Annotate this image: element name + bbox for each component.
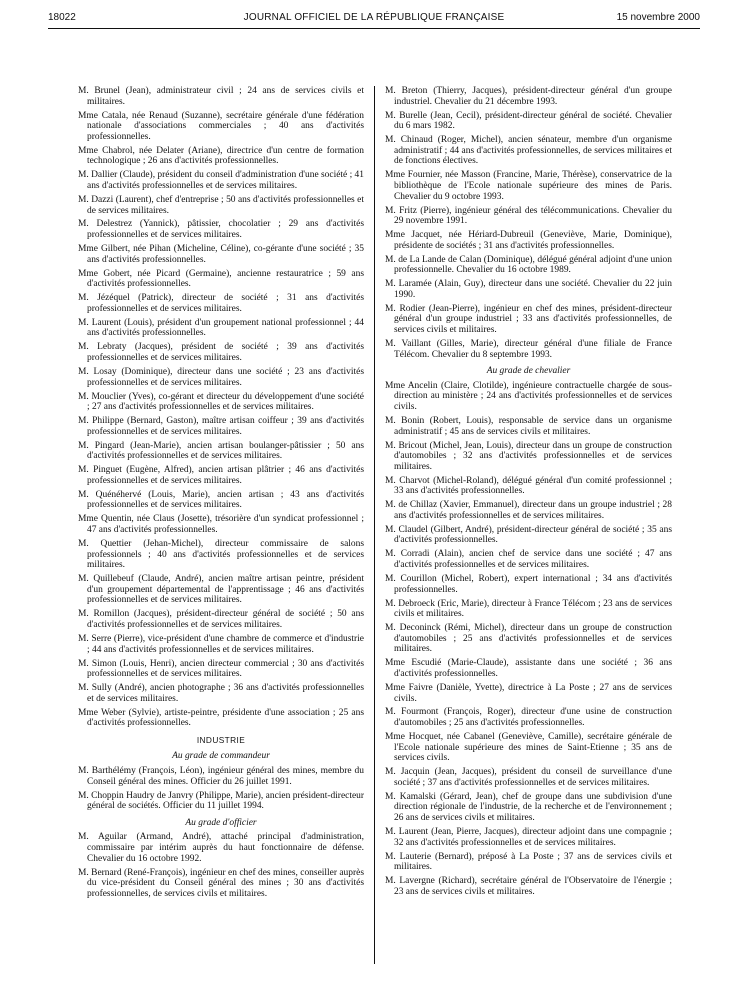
grade-heading-chevalier: Au grade de chevalier [486, 366, 571, 377]
list-item: Mme Hocquet, née Cabanel (Geneviève, Camille), secrétaire générale de l'Ecole nationale supérieure des mines de Saint-Etienne ; 35 ans de services civils. [385, 732, 672, 764]
list-item: M. Choppin Haudry de Janvry (Philippe, Marie), ancien président-directeur général de sociétés. Officier du 11 juillet 1994. [78, 790, 364, 812]
list-item: M. de Chillaz (Xavier, Emmanuel), directeur dans un groupe industriel ; 28 ans d'activités professionnelles et de services militaires. [385, 500, 672, 521]
section-title: INDUSTRIE [196, 734, 246, 745]
list-item: M. Simon (Louis, Henri), ancien directeur commercial ; 30 ans d'activités professionnelles et de services militaires. [78, 658, 364, 680]
list-item: M. Mouclier (Yves), co-gérant et directeur du développement d'une société ; 27 ans d'activités professionnelles et de services militaires. [78, 391, 364, 413]
list-item: Mme Gilbert, née Pihan (Micheline, Céline), co-gérante d'une société ; 35 ans d'activités professionnelles. [78, 244, 364, 265]
list-item: M. Barthélémy (François, Léon), ingénieur général des mines, membre du Conseil général des mines. Officier du 26 juillet 1991. [78, 766, 364, 787]
list-item: M. Courillon (Michel, Robert), expert international ; 34 ans d'activités professionnelles. [385, 574, 672, 595]
list-item: M. Claudel (Gilbert, André), président-directeur général de société ; 35 ans d'activités professionnelles. [385, 524, 672, 546]
list-item: M. Bonin (Robert, Louis), responsable de service dans un organisme administratif ; 45 ans de services civils et militaires. [385, 415, 672, 437]
list-item: M. Laramée (Alain, Guy), directeur dans une société. Chevalier du 22 juin 1990. [385, 279, 672, 300]
list-item: M. Bernard (René-François), ingénieur en chef des mines, conseiller auprès du vice-président du Conseil général des mines ; 30 ans d'activités professionnelles, de services civils et militaires. [78, 867, 364, 899]
right-column [385, 86, 672, 901]
list-item: M. Kamalski (Gérard, Jean), chef de groupe dans une subdivision d'une direction régionale de l'industrie, de la recherche et de l'environnement ; 26 ans de services civils et militaires. [385, 791, 672, 823]
list-item: M. Debroeck (Eric, Marie), directeur à France Télécom ; 23 ans de services civils et militaires. [385, 598, 672, 620]
issue-date: 15 novembre 2000 [616, 12, 700, 23]
list-item: M. Deconinck (Rémi, Michel), directeur dans un groupe de construction d'automobiles ; 25 ans d'activités professionnelles et de services militaires. [385, 623, 672, 655]
list-item: M. Lauterie (Bernard), préposé à La Poste ; 37 ans de services civils et militaires. [385, 851, 672, 873]
column-divider [374, 86, 375, 964]
page-number: 18022 [48, 12, 76, 23]
list-item: Mme Quentin, née Claus (Josette), trésorière d'un syndicat professionnel ; 47 ans d'activités professionnelles. [78, 514, 364, 536]
list-item: M. Charvot (Michel-Roland), délégué général d'un comité professionnel ; 33 ans d'activités professionnelles. [385, 475, 672, 497]
list-item: M. Quillebeuf (Claude, André), ancien maître artisan peintre, président d'un groupement départemental de l'apprentissage ; 46 ans d'activités professionnelles et de services militaires. [78, 574, 364, 606]
list-item: M. Delestrez (Yannick), pâtissier, chocolatier ; 29 ans d'activités professionnelles et de services militaires. [78, 219, 364, 241]
list-item: Mme Jacquet, née Hériard-Dubreuil (Geneviève, Marie, Dominique), présidente de sociétés ; 31 ans d'activités professionnelles. [385, 230, 672, 251]
list-item: M. Fritz (Pierre), ingénieur général des télécommunications. Chevalier du 29 novembre 1991. [385, 205, 672, 227]
left-column [78, 86, 364, 903]
list-item: M. Corradi (Alain), ancien chef de service dans une société ; 47 ans d'activités professionnelles et de services militaires. [385, 549, 672, 571]
list-item: Mme Weber (Sylvie), artiste-peintre, présidente d'une association ; 25 ans d'activités professionnelles. [78, 707, 364, 729]
list-item: M. de La Lande de Calan (Dominique), délégué général adjoint d'une union professionnelle. Chevalier du 16 octobre 1989. [385, 254, 672, 276]
grade-heading-officier: Au grade d'officier [185, 817, 257, 828]
list-item: M. Dazzi (Laurent), chef d'entreprise ; 50 ans d'activités professionnelles et de services militaires. [78, 194, 364, 216]
page-header [0, 0, 748, 28]
list-officier [78, 832, 364, 899]
list-top-right [385, 86, 672, 360]
journal-title: JOURNAL OFFICIEL DE LA RÉPUBLIQUE FRANÇAISE [243, 12, 505, 23]
list-item: M. Philippe (Bernard, Gaston), maître artisan coiffeur ; 39 ans d'activités professionnelles et de services militaires. [78, 416, 364, 437]
list-item: M. Pinguet (Eugène, Alfred), ancien artisan plâtrier ; 46 ans d'activités professionnelles et de services militaires. [78, 465, 364, 486]
list-item: M. Lavergne (Richard), secrétaire général de l'Observatoire de l'énergie ; 23 ans de services civils et militaires. [385, 876, 672, 897]
list-item: M. Serre (Pierre), vice-président d'une chambre de commerce et d'industrie ; 44 ans d'activités professionnelles et de services militaires. [78, 633, 364, 655]
list-item: M. Sully (André), ancien photographe ; 36 ans d'activités professionnelles et de services militaires. [78, 683, 364, 704]
grade-heading-commandeur: Au grade de commandeur [172, 751, 270, 762]
list-item: Mme Escudié (Marie-Claude), assistante dans une société ; 36 ans d'activités professionnelles. [385, 658, 672, 679]
list-item: Mme Gobert, née Picard (Germaine), ancienne restauratrice ; 59 ans d'activités professionnelles. [78, 268, 364, 290]
list-chevalier [385, 381, 672, 898]
list-item: M. Fourmont (François, Roger), directeur d'une usine de construction d'automobiles ; 25 ans d'activités professionnelles. [385, 707, 672, 729]
list-item: M. Jacquin (Jean, Jacques), président du conseil de surveillance d'une société ; 37 ans d'activités professionnelles et de services militaires. [385, 767, 672, 788]
list-item: M. Burelle (Jean, Cecil), président-directeur général de société. Chevalier du 6 mars 1982. [385, 110, 672, 132]
list-item: Mme Faivre (Danièle, Yvette), directrice à La Poste ; 27 ans de services civils. [385, 682, 672, 704]
list-item: M. Quettier (Jehan-Michel), directeur commissaire de salons professionnels ; 40 ans d'activités professionnelles et de services militaires. [78, 539, 364, 571]
list-item: M. Losay (Dominique), directeur dans une société ; 23 ans d'activités professionnelles et de services militaires. [78, 366, 364, 388]
list-commandeur [78, 766, 364, 812]
list-item: M. Breton (Thierry, Jacques), président-directeur général d'un groupe industriel. Chevalier du 21 décembre 1993. [385, 86, 672, 107]
list-item: M. Pingard (Jean-Marie), ancien artisan boulanger-pâtissier ; 50 ans d'activités professionnelles et de services militaires. [78, 440, 364, 462]
list-top [78, 86, 364, 729]
list-item: Mme Ancelin (Claire, Clotilde), ingénieure contractuelle chargée de sous-direction au ministère ; 24 ans d'activités professionnelles et de services civils. [385, 380, 672, 412]
list-item: M. Quénéhervé (Louis, Marie), ancien artisan ; 43 ans d'activités professionnelles et de services militaires. [78, 489, 364, 511]
list-item: M. Dallier (Claude), président du conseil d'administration d'une société ; 41 ans d'activités professionnelles et de services militaires. [78, 170, 364, 191]
list-item: M. Rodier (Jean-Pierre), ingénieur en chef des mines, président-directeur général d'un groupe industriel ; 33 ans d'activités professionnelles, de services civils et militaires. [385, 303, 672, 335]
list-item: M. Laurent (Louis), président d'un groupement national professionnel ; 44 ans d'activités professionnelles. [78, 317, 364, 339]
list-item: M. Brunel (Jean), administrateur civil ; 24 ans de services civils et militaires. [78, 86, 364, 107]
list-item: M. Romillon (Jacques), président-directeur général de société ; 50 ans d'activités professionnelles et de services militaires. [78, 609, 364, 630]
header-rule [48, 28, 700, 29]
list-item: Mme Fournier, née Masson (Francine, Marie, Thérèse), conservatrice de la bibliothèque de l'Ecole nationale supérieure des mines de Paris. Chevalier du 9 octobre 1993. [385, 170, 672, 202]
list-item: M. Jézéquel (Patrick), directeur de société ; 31 ans d'activités professionnelles et de services militaires. [78, 293, 364, 314]
list-item: M. Laurent (Jean, Pierre, Jacques), directeur adjoint dans une compagnie ; 32 ans d'activités professionnelles et de services militaires. [385, 826, 672, 848]
list-item: M. Lebraty (Jacques), président de société ; 39 ans d'activités professionnelles et de services militaires. [78, 342, 364, 363]
list-item: M. Vaillant (Gilles, Marie), directeur général d'une filiale de France Télécom. Chevalier du 8 septembre 1993. [385, 338, 672, 360]
list-item: M. Bricout (Michel, Jean, Louis), directeur dans un groupe de construction d'automobiles ; 32 ans d'activités professionnelles et de services militaires. [385, 440, 672, 472]
list-item: M. Chinaud (Roger, Michel), ancien sénateur, membre d'un organisme administratif ; 44 ans d'activités professionnelles, de services militaires et de fonctions électives. [385, 135, 672, 167]
list-item: M. Aguilar (Armand, André), attaché principal d'administration, commissaire par intérim auprès du haut fonctionnaire de défense. Chevalier du 16 octobre 1992. [78, 832, 364, 864]
list-item: Mme Catala, née Renaud (Suzanne), secrétaire générale d'une fédération nationale d'associations commerciales ; 40 ans d'activités professionnelles. [78, 110, 364, 142]
list-item: Mme Chabrol, née Delater (Ariane), directrice d'un centre de formation technologique ; 26 ans d'activités professionnelles. [78, 145, 364, 167]
